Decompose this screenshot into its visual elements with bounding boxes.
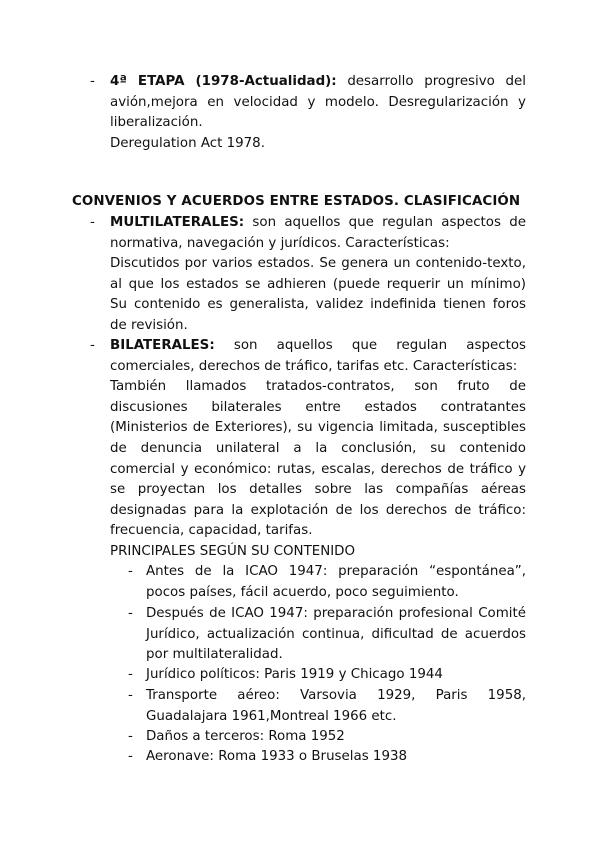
etapa4-line4: Deregulation Act 1978. (110, 135, 265, 151)
principales-heading: PRINCIPALES SEGÚN SU CONTENIDO (110, 543, 356, 559)
principales-line: Transporte aéreo: Varsovia 1929, Paris 1958, (146, 688, 526, 703)
etapa4-line1 (110, 72, 526, 93)
principales-line: Después de ICAO 1947: preparación profesional Comité (146, 606, 526, 621)
bilaterales-title: BILATERALES: (110, 338, 215, 353)
principales-line: Daños a terceros: Roma 1952 (146, 729, 345, 744)
multilaterales-line6: de revisión. (110, 317, 188, 333)
principales-line: Antes de la ICAO 1947: preparación “espontánea”, (146, 564, 526, 579)
multilaterales-line1-text: son aquellos que regulan aspectos de (252, 215, 526, 230)
multilaterales-title: MULTILATERALES: (110, 215, 245, 230)
principales-item-danos (146, 727, 526, 748)
bilaterales-line: (Ministerios de Exteriores), su vigencia limitada, susceptibles (110, 420, 526, 436)
etapa4-title: 4ª ETAPA (1978-Actualidad): (110, 74, 337, 89)
multilaterales-line3: Discutidos por varios estados. Se genera un contenido-texto, (110, 256, 526, 272)
etapa4-line3: liberalización. (110, 115, 203, 131)
bullet-dash: - (128, 667, 133, 682)
principales-item-antes-icao (146, 562, 526, 603)
bullet-dash: - (90, 215, 95, 230)
multilaterales-line4: al que los estados se adhieren (puede requerir un mínimo) (110, 276, 526, 292)
etapa4-line2: avión,mejora en velocidad y modelo. Desregularización y (110, 94, 526, 110)
bilaterales-line1-text: son aquellos que regulan aspectos (233, 338, 526, 353)
principales-item-transporte (146, 686, 526, 727)
bilaterales-line: se proyectan los detalles sobre las compañías aéreas (110, 482, 526, 498)
etapa4-line1-text: desarrollo progresivo del (347, 74, 526, 89)
principales-line: Aeronave: Roma 1933 o Bruselas 1938 (146, 749, 408, 764)
bilaterales-line1 (110, 336, 526, 357)
bullet-dash: - (90, 338, 95, 353)
bullet-dash: - (128, 749, 133, 764)
bilaterales-line: frecuencia, capacidad, tarifas. (110, 523, 313, 539)
bilaterales-line: comercial y económico: rutas, escalas, derechos de tráfico y (110, 461, 526, 477)
bilaterales-line: discusiones bilaterales entre estados contratantes (110, 399, 526, 415)
principales-item-aeronave (146, 747, 526, 768)
bilaterales-item (110, 336, 526, 563)
multilaterales-line2: normativa, navegación y jurídicos. Características: (110, 235, 450, 251)
multilaterales-line5: Su contenido es generalista, validez indefinida tienen foros (110, 297, 526, 313)
bullet-dash: - (128, 564, 133, 579)
multilaterales-line1 (110, 213, 526, 234)
bullet-dash: - (128, 729, 133, 744)
principales-line: por multilateralidad. (146, 647, 283, 663)
etapa4-item (110, 72, 526, 154)
principales-line: pocos países, fácil acuerdo, poco seguimiento. (146, 584, 459, 600)
bullet-dash: - (128, 688, 133, 703)
principales-item-juridico (146, 665, 526, 686)
bilaterales-line: También llamados tratados-contratos, son fruto de (110, 379, 526, 395)
principales-item-despues-icao (146, 604, 526, 666)
principales-line: Jurídico, actualización continua, dificultad de acuerdos (146, 626, 526, 642)
bilaterales-line: designadas para la explotación de los derechos de tráfico: (110, 502, 526, 518)
section-heading: CONVENIOS Y ACUERDOS ENTRE ESTADOS. CLASIFICACIÓN (72, 194, 521, 209)
principales-line: Jurídico políticos: Paris 1919 y Chicago 1944 (146, 667, 443, 682)
bullet-dash: - (128, 606, 133, 621)
bilaterales-line: de denuncia unilateral a la conclusión, su contenido (110, 440, 526, 456)
bullet-dash: - (90, 74, 95, 89)
bilaterales-line: comerciales, derechos de tráfico, tarifas etc. Características: (110, 358, 518, 374)
principales-line: Guadalajara 1961,Montreal 1966 etc. (146, 708, 397, 724)
multilaterales-item (110, 213, 526, 337)
